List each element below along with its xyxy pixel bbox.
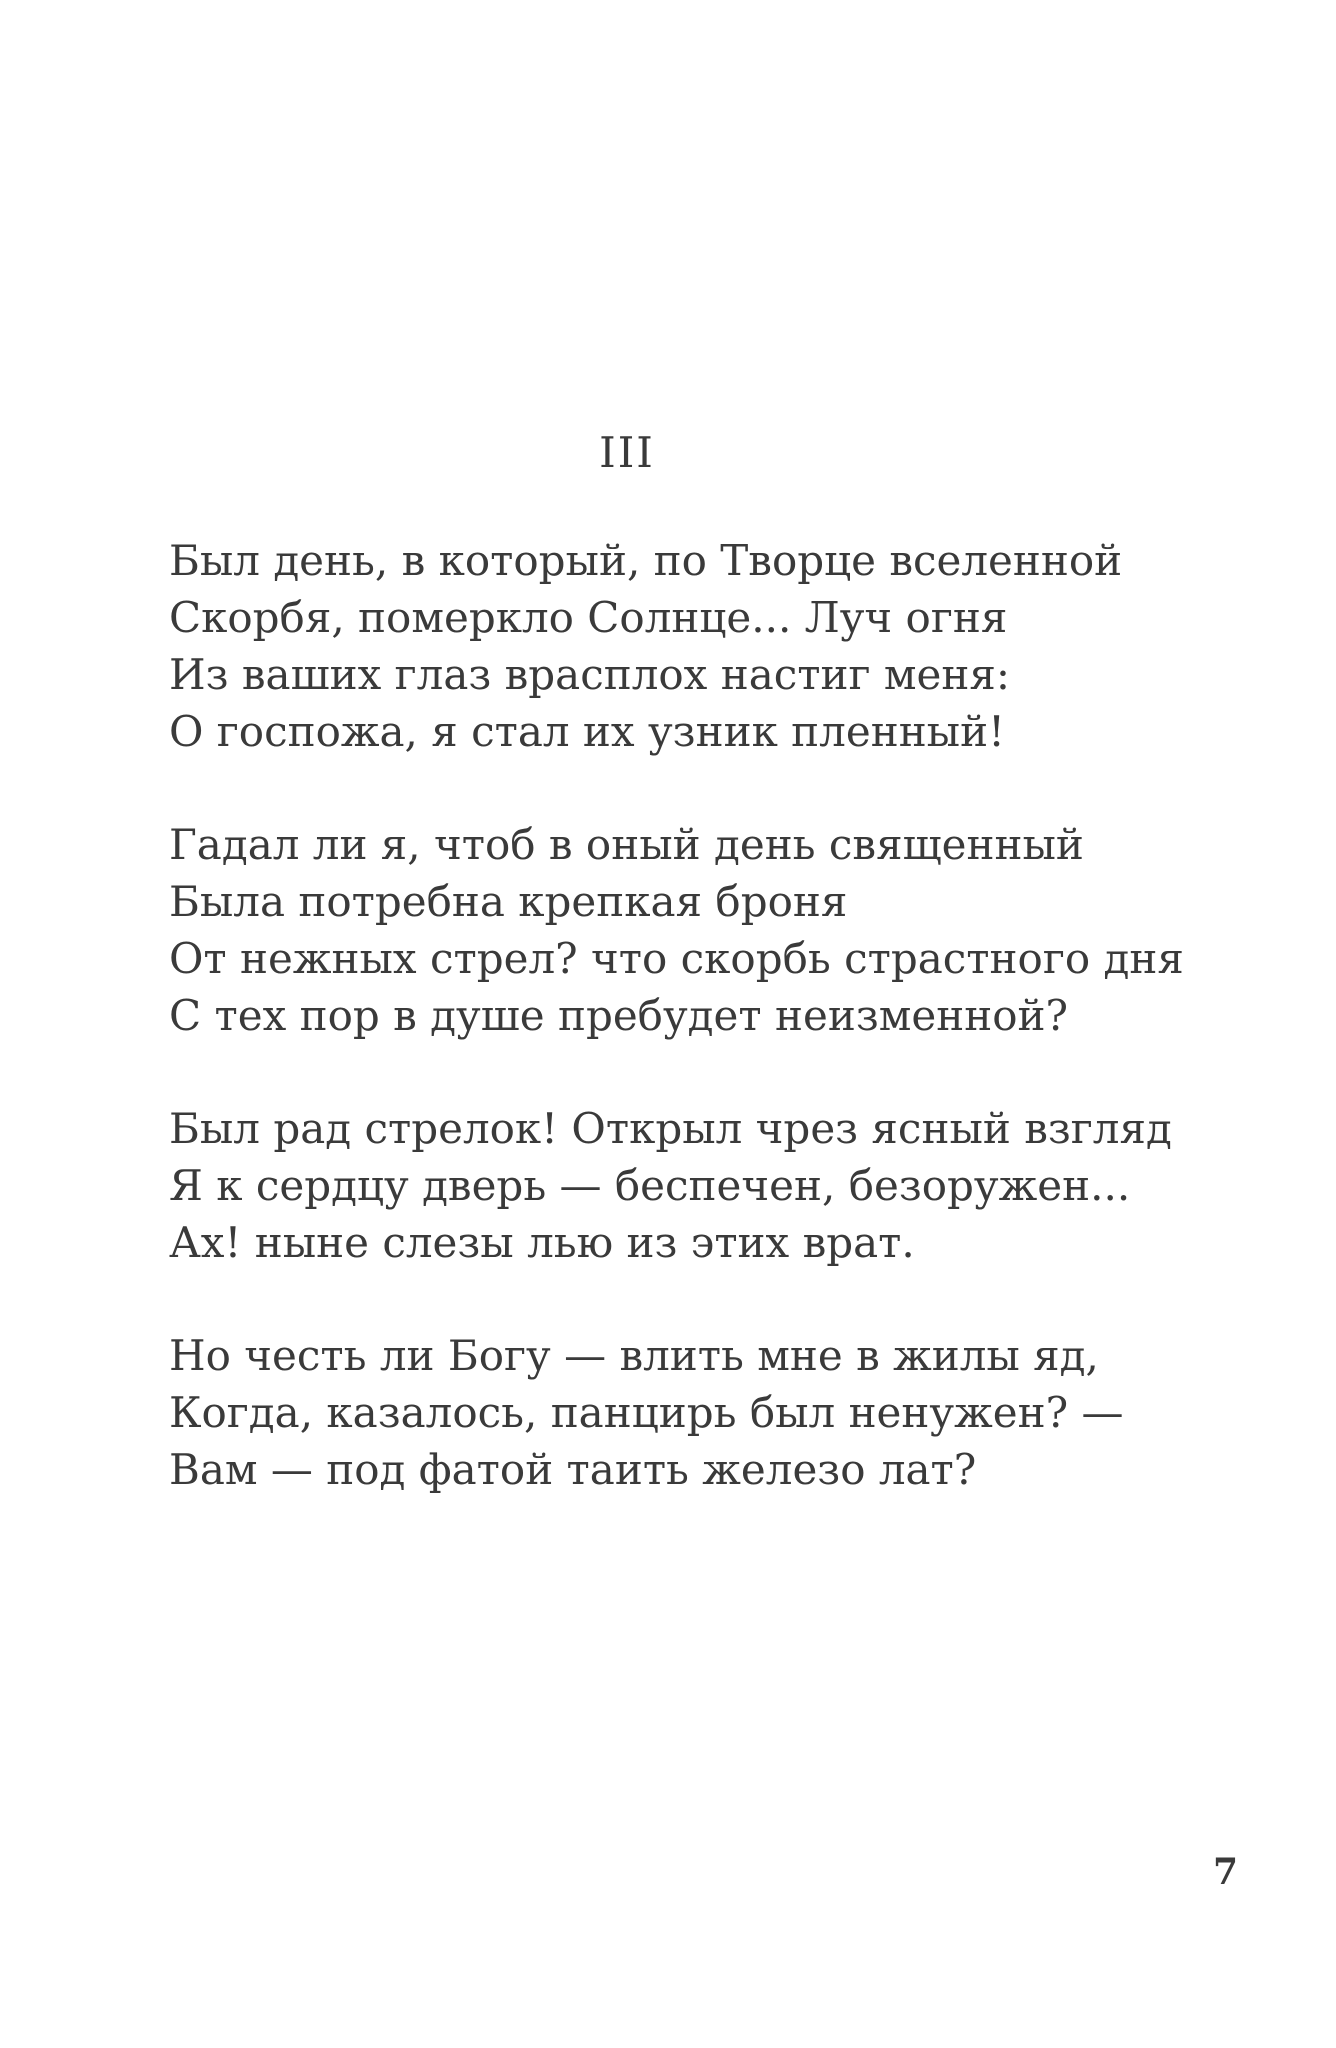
page-number: 7 [1212,1851,1238,1893]
stanza-1 [169,532,1269,760]
poem-line: Был день, в который, по Творце вселенной [169,536,1123,585]
stanza-2 [169,816,1269,1044]
poem-line: С тех пор в душе пребудет неизменной? [169,991,1069,1040]
poem-line: Вам — под фатой таить железо лат? [169,1445,977,1494]
poem-line: О госпожа, я стал их узник пленный! [169,707,1005,756]
poem-line: Из ваших глаз врасплох настиг меня: [169,650,1011,699]
poem-line: Был рад стрелок! Открыл чрез ясный взгляд [169,1104,1172,1153]
poem-line: Но честь ли Богу — влить мне в жилы яд, [169,1331,1099,1380]
stanza-4 [169,1327,1269,1498]
poem-number: III [599,428,655,477]
poem-body [169,532,1269,1554]
poem-line: Была потребна крепкая броня [169,877,848,926]
poem-line: Ах! ныне слезы лью из этих врат. [169,1218,915,1267]
stanza-3 [169,1100,1269,1271]
poem-line: Гадал ли я, чтоб в оный день священный [169,820,1084,869]
poem-line: Когда, казалось, панцирь был ненужен? — [169,1388,1124,1437]
poem-line: Я к сердцу дверь — беспечен, безоружен... [169,1161,1131,1210]
poem-line: Скорбя, померкло Солнце... Луч огня [169,593,1008,642]
poem-line: От нежных стрел? что скорбь страстного дня [169,934,1184,983]
